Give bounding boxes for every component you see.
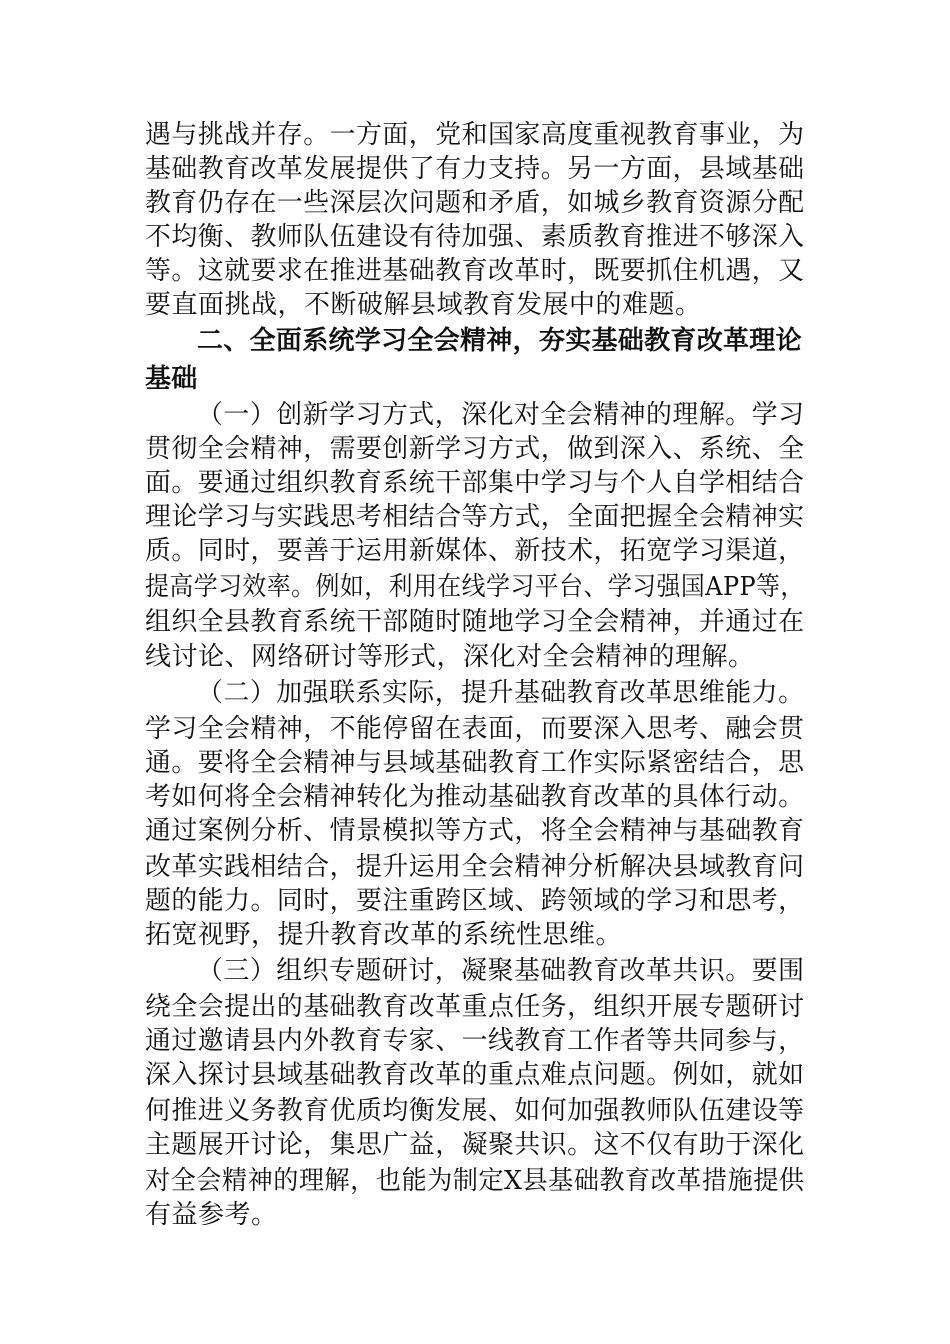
paragraph-line: 要直面挑战，不断破解县域教育发展中的难题。 xyxy=(145,290,702,320)
paragraph-line: 学习全会精神，不能停留在表面，而要深入思考、融会贯 xyxy=(145,714,805,744)
paragraph-line: 不均衡、教师队伍建设有待加强、素质教育推进不够深入 xyxy=(145,222,805,252)
paragraph-line: 遇与挑战并存。一方面，党和国家高度重视教育事业，为 xyxy=(145,120,805,150)
section-heading-cont: 基础 xyxy=(145,364,198,394)
paragraph-line: 贯彻全会精神，需要创新学习方式，做到深入、系统、全 xyxy=(145,434,805,464)
paragraph-line: 等。这就要求在推进基础教育改革时，既要抓住机遇，又 xyxy=(145,256,805,286)
paragraph-line: 组织全县教育系统干部随时随地学习全会精神，并通过在 xyxy=(145,607,805,637)
paragraph-line: 理论学习与实践思考相结合等方式，全面把握全会精神实 xyxy=(145,502,805,532)
paragraph-line: 深入探讨县域基础教育改革的重点难点问题。例如，就如 xyxy=(145,1060,805,1090)
subsection-heading: （三）组织专题研讨，凝聚基础教育改革共识。要围 xyxy=(197,956,805,986)
subsection-heading: （一）创新学习方式，深化对全会精神的理解。学习 xyxy=(197,400,805,430)
paragraph-line: 线讨论、网络研讨等形式，深化对全会精神的理解。 xyxy=(145,642,755,672)
paragraph-line: 考如何将全会精神转化为推动基础教育改革的具体行动。 xyxy=(145,782,805,812)
section-heading: 二、全面系统学习全会精神，夯实基础教育改革理论 xyxy=(197,326,802,356)
subsection-heading: （二）加强联系实际，提升基础教育改革思维能力。 xyxy=(197,678,805,708)
paragraph-line: 题的能力。同时，要注重跨区域、跨领域的学习和思考， xyxy=(145,886,805,916)
paragraph-line: 教育仍存在一些深层次问题和矛盾，如城乡教育资源分配 xyxy=(145,188,805,218)
paragraph-line: 改革实践相结合，提升运用全会精神分析解决县域教育问 xyxy=(145,852,805,882)
paragraph-line: 面。要通过组织教育系统干部集中学习与个人自学相结合 xyxy=(145,468,805,498)
paragraph-line: 基础教育改革发展提供了有力支持。另一方面，县域基础 xyxy=(145,154,805,184)
paragraph-line: 何推进义务教育优质均衡发展、如何加强教师队伍建设等 xyxy=(145,1096,805,1126)
paragraph-line: 有益参考。 xyxy=(145,1200,278,1230)
paragraph-line: 质。同时，要善于运用新媒体、新技术，拓宽学习渠道， xyxy=(145,536,805,566)
paragraph-line: 绕全会提出的基础教育改革重点任务，组织开展专题研讨 xyxy=(145,992,805,1022)
paragraph-line: 对全会精神的理解，也能为制定X县基础教育改革措施提供 xyxy=(145,1166,805,1196)
paragraph-line: 主题展开讨论，集思广益，凝聚共识。这不仅有助于深化 xyxy=(145,1130,805,1160)
paragraph-line: 提高学习效率。例如，利用在线学习平台、学习强国APP等， xyxy=(145,572,805,602)
paragraph-line: 拓宽视野，提升教育改革的系统性思维。 xyxy=(145,920,623,950)
paragraph-line: 通。要将全会精神与县域基础教育工作实际紧密结合，思 xyxy=(145,748,805,778)
paragraph-line: 通过案例分析、情景模拟等方式，将全会精神与基础教育 xyxy=(145,816,805,846)
paragraph-line: 通过邀请县内外教育专家、一线教育工作者等共同参与， xyxy=(145,1026,805,1056)
